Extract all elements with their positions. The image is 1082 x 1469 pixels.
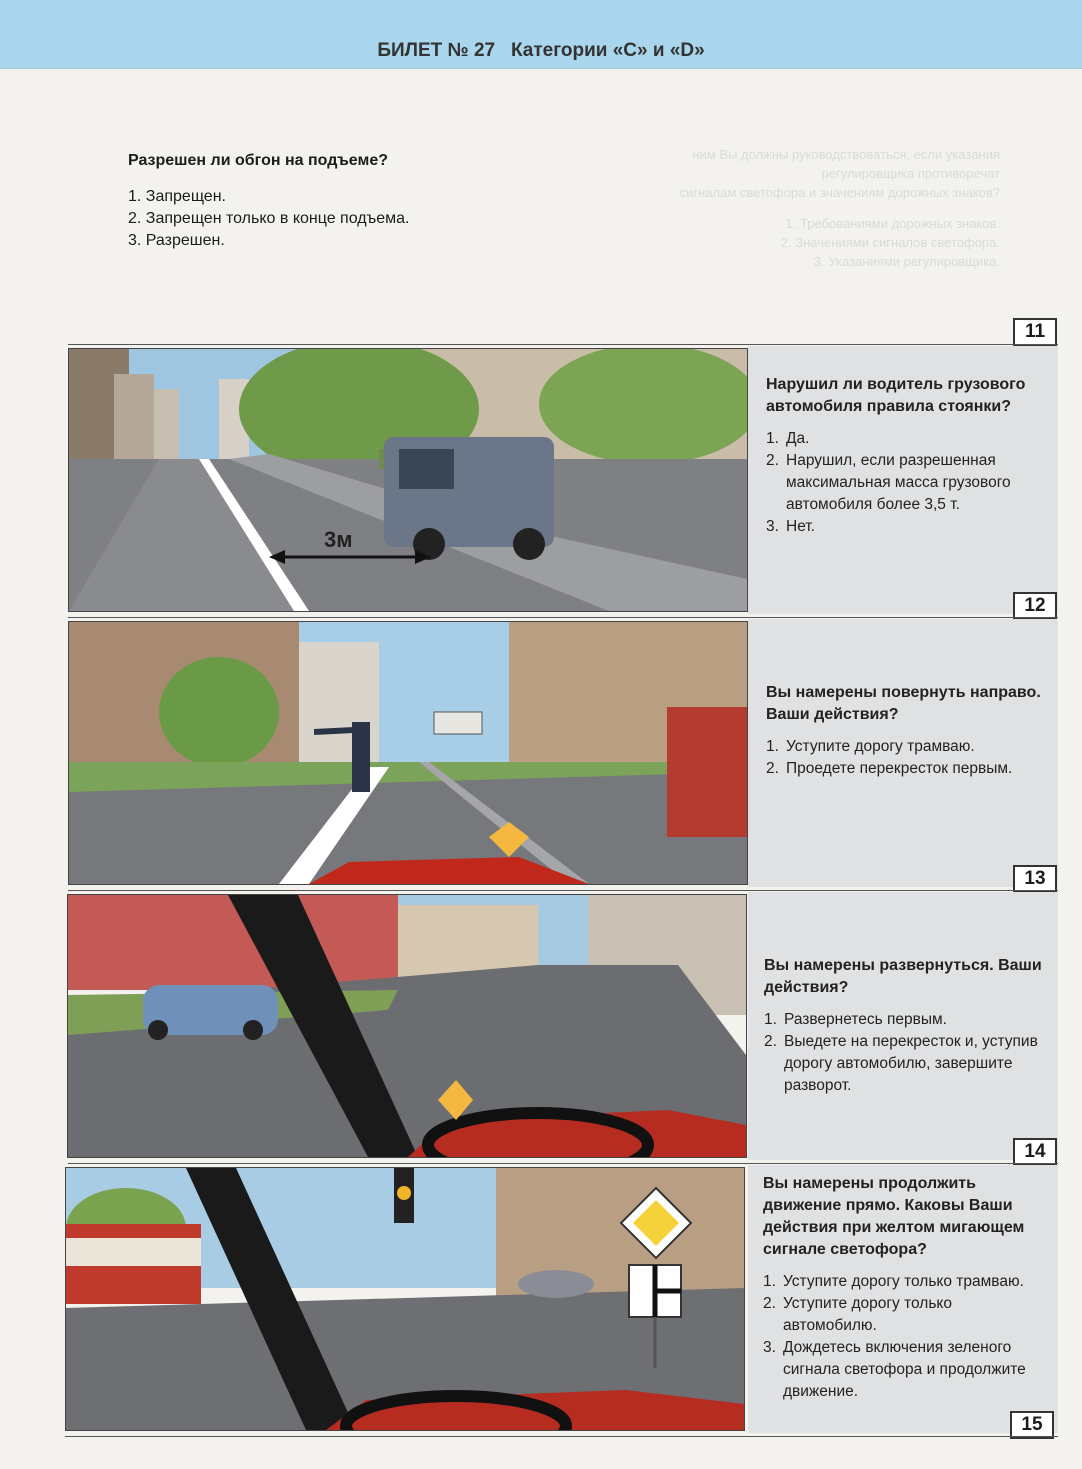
divider [65, 1436, 1058, 1437]
answer-option[interactable]: 2. Запрещен только в конце подъема. [128, 210, 410, 227]
ticket-title: БИЛЕТ № 27 Категории «C» и «D» [377, 40, 705, 61]
answer-option[interactable]: 2. Выедете на перекресток и, уступив дорогу автомобилю, завершите разворот. [764, 1033, 1038, 1094]
answer-option[interactable]: 3. Нет. [766, 518, 815, 535]
answer-option[interactable]: 2. Нарушил, если разрешенная максимальная масса грузового автомобиля более 3,5 т. [766, 452, 1011, 513]
scene-image-12 [68, 621, 748, 885]
question-number-12: 12 [1013, 592, 1057, 620]
question-number-11: 11 [1013, 318, 1057, 346]
answer-option[interactable]: 1. Уступите дорогу только трамваю. [763, 1273, 1024, 1290]
scene-image-11 [68, 348, 748, 612]
answer-option[interactable]: 1. Запрещен. [128, 188, 226, 205]
page-number: 15 [1010, 1411, 1054, 1439]
answer-option[interactable]: 2. Проедете перекресток первым. [766, 760, 1013, 777]
question-11 [766, 374, 1046, 538]
question-14 [763, 1173, 1045, 1403]
divider [68, 1163, 1058, 1164]
page-header [0, 0, 1082, 69]
question-number-13: 13 [1013, 865, 1057, 893]
distance-label: 3м [324, 527, 353, 552]
scene-image-13 [67, 894, 747, 1158]
question-title: Разрешен ли обгон на подъеме? [128, 152, 388, 169]
blue-car [143, 985, 278, 1040]
question-title: Нарушил ли водитель грузового автомобиля правила стоянки? [766, 376, 1026, 415]
answer-option[interactable]: 3. Разрешен. [128, 232, 225, 249]
answer-option[interactable]: 1. Развернетесь первым. [764, 1011, 947, 1028]
question-10 [128, 152, 688, 252]
divider [68, 344, 1058, 345]
truck [384, 437, 554, 560]
scene-image-14 [65, 1167, 745, 1431]
divider [68, 617, 1058, 618]
question-number-14: 14 [1013, 1138, 1057, 1166]
answer-option[interactable]: 3. Дождетесь включения зеленого сигнала светофора и продолжите движение. [763, 1339, 1026, 1400]
bleed-through-text: ним Вы должны руководствоваться, если указания регулировщика противоречат сигналам светофора и значениям дорожных знаков? 1. Требованиями дорожных знаков. 2. Значениями сигналов светофора. 3. Указаниями регулировщика. [679, 147, 1000, 269]
question-13 [764, 955, 1044, 1097]
question-title: Вы намерены повернуть направо. Ваши действия? [766, 684, 1041, 723]
tram [66, 1224, 201, 1304]
divider [68, 890, 1058, 891]
question-title: Вы намерены продолжить движение прямо. Каковы Ваши действия при желтом мигающем сигнале светофора? [763, 1175, 1025, 1258]
question-title: Вы намерены развернуться. Ваши действия? [764, 957, 1042, 996]
answer-option[interactable]: 1. Уступите дорогу трамваю. [766, 738, 975, 755]
answer-option[interactable]: 2. Уступите дорогу только автомобилю. [763, 1295, 953, 1334]
answer-option[interactable]: 1. Да. [766, 430, 810, 447]
question-12 [766, 682, 1046, 780]
